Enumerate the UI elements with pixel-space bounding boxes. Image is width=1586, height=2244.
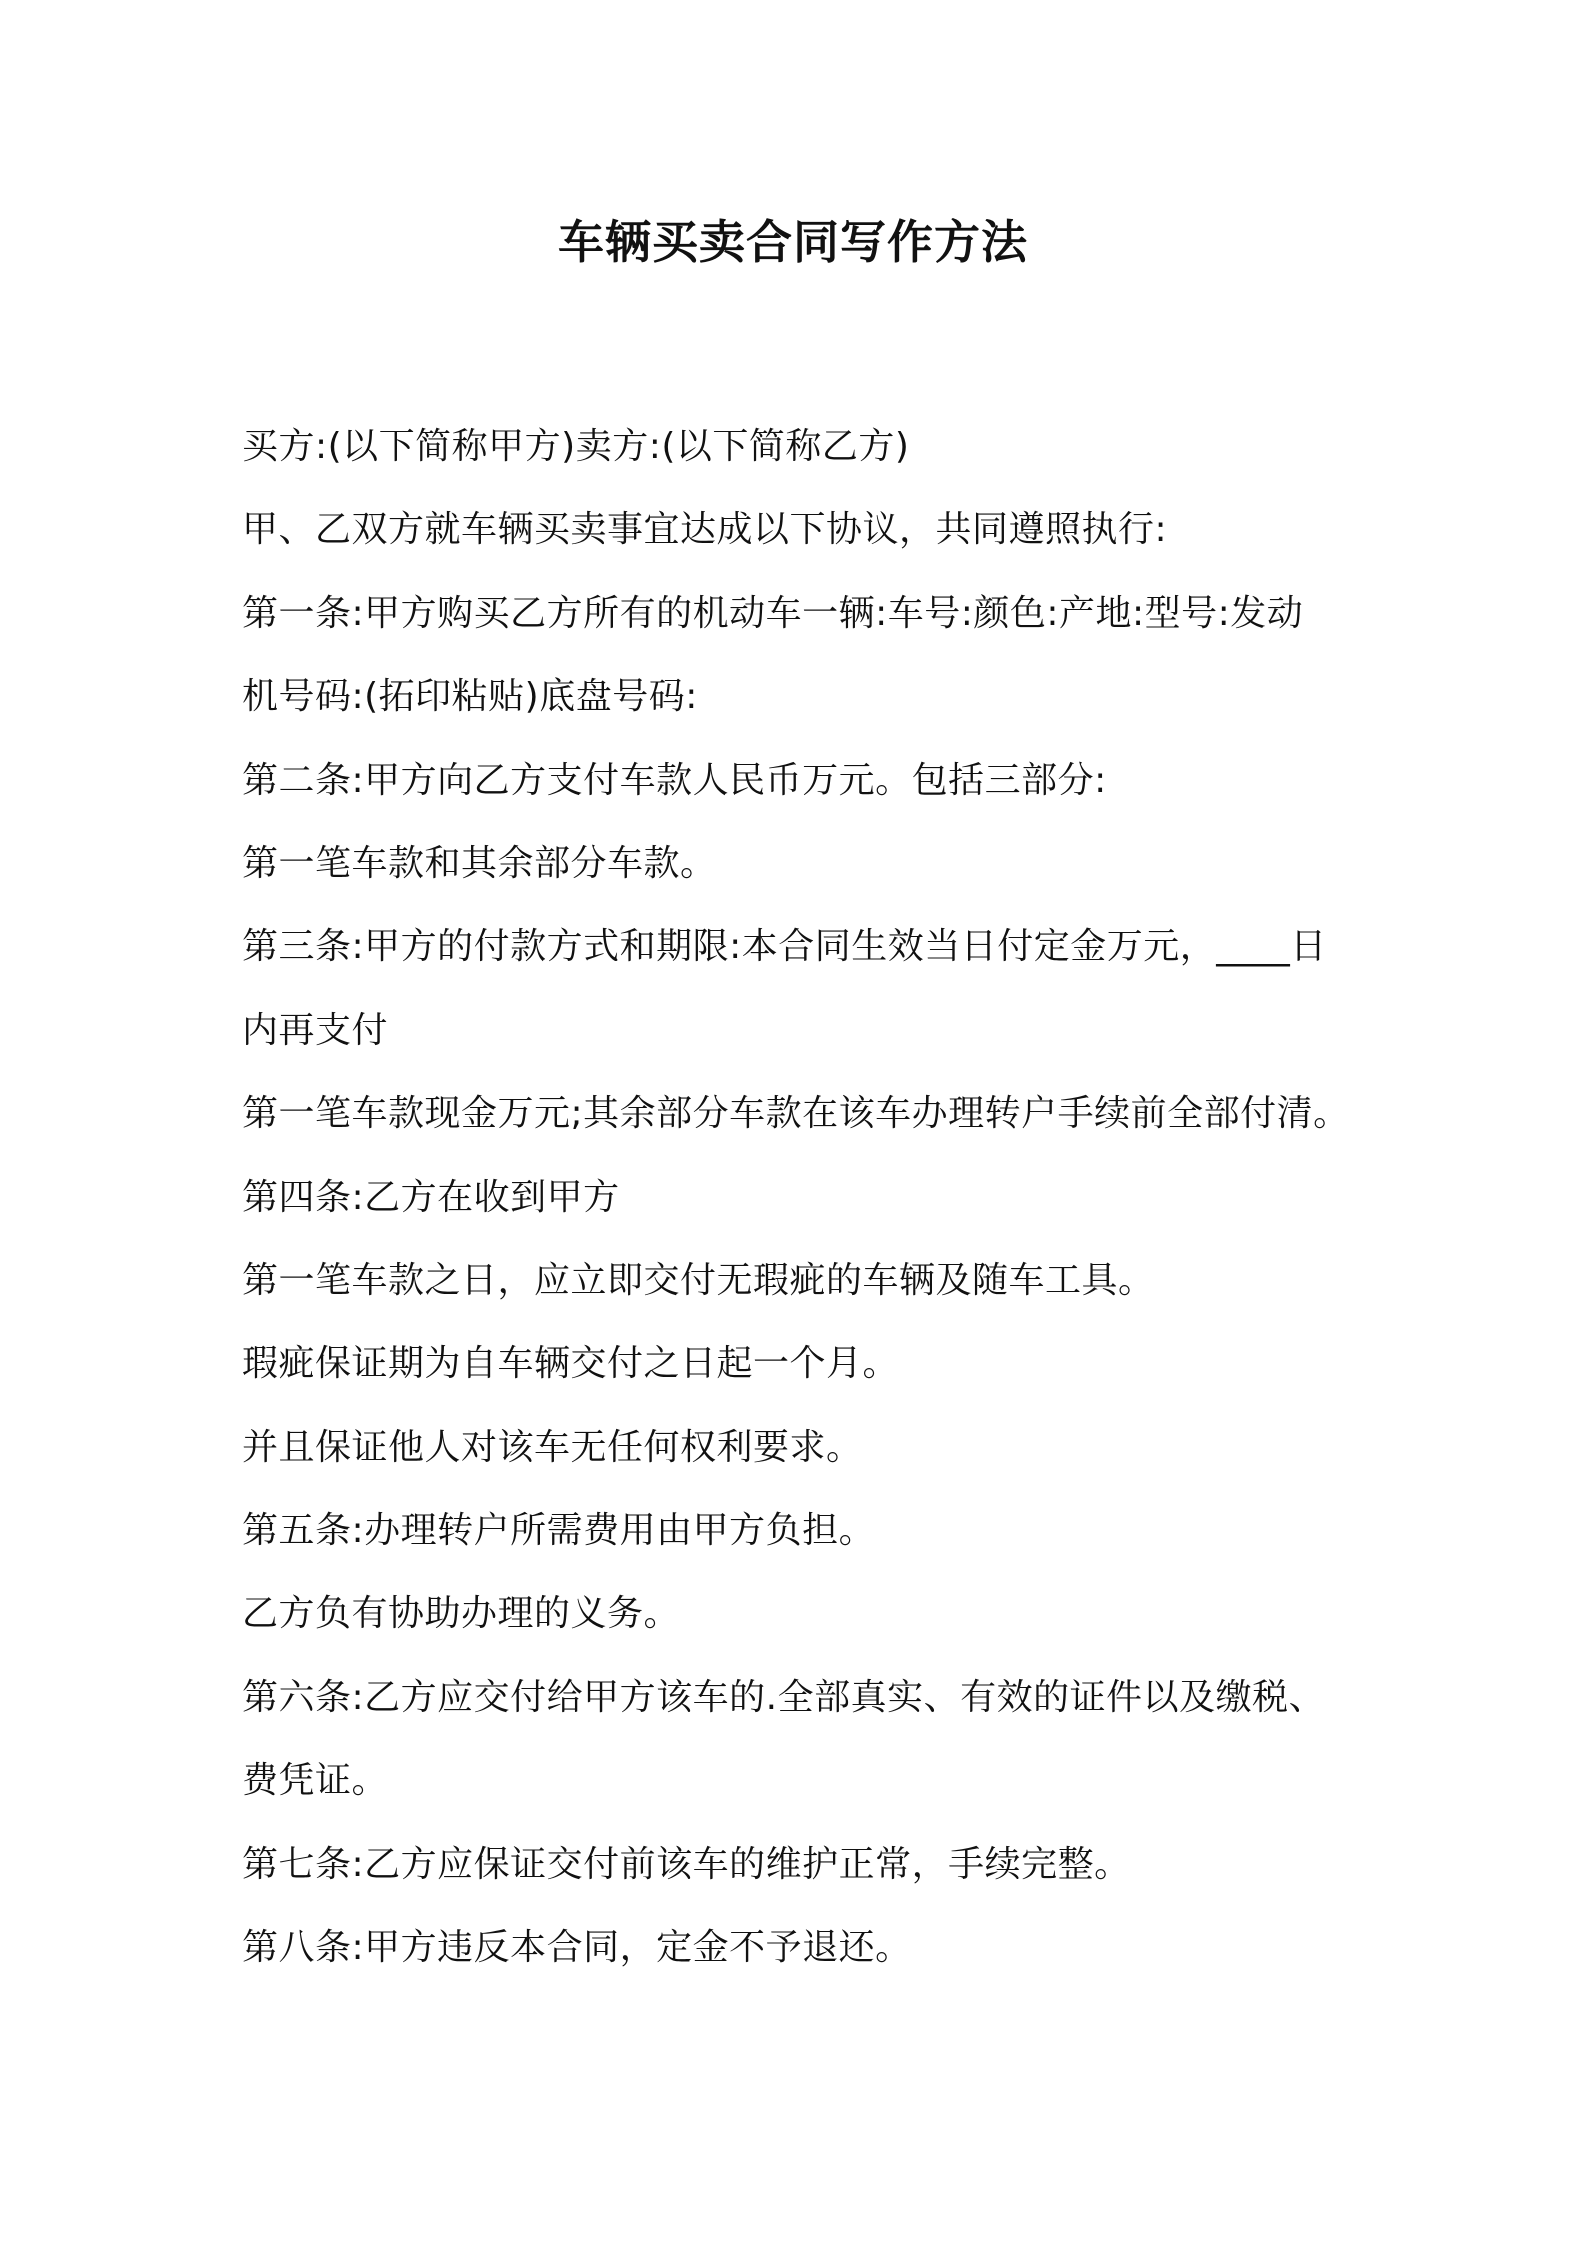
body-line: 第三条:甲方的付款方式和期限:本合同生效当日付定金万元，____日 <box>242 926 1327 968</box>
body-line: 第一条:甲方购买乙方所有的机动车一辆:车号:颜色:产地:型号:发动 <box>242 592 1304 634</box>
body-line: 第七条:乙方应保证交付前该车的维护正常，手续完整。 <box>242 1843 1131 1885</box>
body-line: 机号码:(拓印粘贴)底盘号码: <box>242 676 698 718</box>
body-line: 第四条:乙方在收到甲方 <box>242 1176 620 1218</box>
body-line: 第五条:办理转户所需费用由甲方负担。 <box>242 1510 876 1552</box>
body-line: 乙方负有协助办理的义务。 <box>242 1593 681 1635</box>
body-line: 瑕疵保证期为自车辆交付之日起一个月。 <box>242 1343 900 1385</box>
body-line: 买方:(以下简称甲方)卖方:(以下简称乙方) <box>242 426 910 467</box>
body-line: 第六条:乙方应交付给甲方该车的.全部真实、有效的证件以及缴税、 <box>242 1676 1326 1718</box>
body-line: 甲、乙双方就车辆买卖事宜达成以下协议，共同遵照执行: <box>242 509 1168 551</box>
body-line: 第二条:甲方向乙方支付车款人民币万元。包括三部分: <box>242 759 1107 801</box>
body-line: 并且保证他人对该车无任何权利要求。 <box>242 1426 863 1468</box>
body-line: 第一笔车款之日，应立即交付无瑕疵的车辆及随车工具。 <box>242 1259 1155 1301</box>
body-line: 内再支付 <box>242 1009 389 1051</box>
body-line: 费凭证。 <box>242 1760 389 1802</box>
document-title: 车辆买卖合同写作方法 <box>558 215 1028 269</box>
body-line: 第一笔车款和其余部分车款。 <box>242 842 717 884</box>
document-body <box>242 405 1372 1989</box>
body-line: 第一笔车款现金万元;其余部分车款在该车办理转户手续前全部付清。 <box>242 1093 1350 1135</box>
body-line: 第八条:甲方违反本合同，定金不予退还。 <box>242 1927 912 1969</box>
